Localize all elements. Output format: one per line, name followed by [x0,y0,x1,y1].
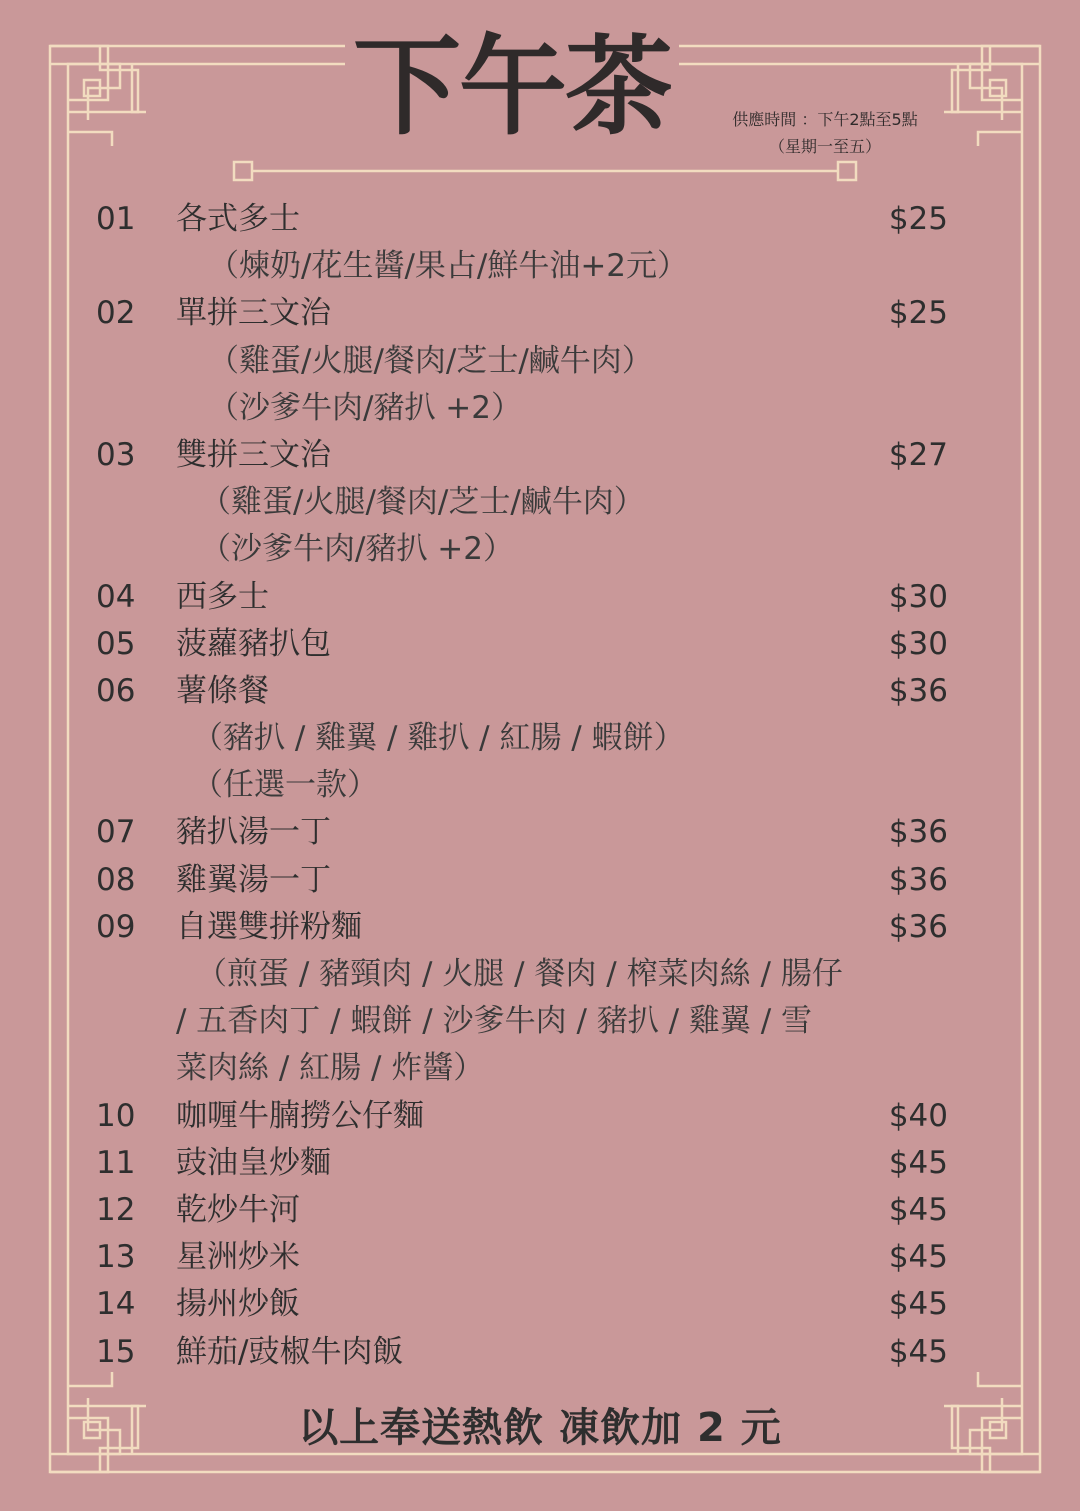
item-number: 06 [96,672,136,709]
menu-item [96,621,956,668]
item-options [96,951,956,998]
item-options-text: 菜肉絲 / 紅腸 / 炸醬） [176,1050,485,1087]
menu-item [96,1281,956,1328]
menu-item [96,196,956,243]
item-number: 03 [96,436,136,473]
menu-item [96,1329,956,1376]
item-price: $36 [888,672,948,709]
item-price: $27 [888,436,948,473]
item-name: 菠蘿豬扒包 [176,625,331,662]
drinks-note: 以上奉送熱飲 凍飲加 2 元 [298,1405,782,1451]
item-price: $45 [888,1191,948,1228]
item-name: 揚州炒飯 [176,1286,300,1323]
item-number: 02 [96,295,136,332]
menu-item [96,904,956,951]
item-number: 13 [96,1239,136,1276]
item-name: 豬扒湯一丁 [176,814,331,851]
item-name: 自選雙拼粉麵 [176,908,362,945]
item-name: 雙拼三文治 [176,436,331,473]
menu-item [96,1093,956,1140]
item-name: 豉油皇炒麵 [176,1144,331,1181]
item-options [96,385,956,432]
item-price: $30 [888,578,948,615]
service-hours [700,106,950,160]
item-name: 雞翼湯一丁 [176,861,331,898]
item-options [96,715,956,762]
item-price: $36 [888,908,948,945]
item-number: 12 [96,1191,136,1228]
menu-item [96,668,956,715]
item-options-text: / 五香肉丁 / 蝦餅 / 沙爹牛肉 / 豬扒 / 雞翼 / 雪 [176,1003,813,1040]
item-options-text: （沙爹牛肉/豬扒 +2） [208,389,522,426]
item-name: 各式多士 [176,201,300,237]
item-options [96,338,956,385]
menu-item [96,432,956,479]
menu-item [96,857,956,904]
item-number: 01 [96,201,136,237]
item-options [96,998,956,1045]
item-name: 薯條餐 [176,672,269,709]
item-price: $45 [888,1144,948,1181]
item-number: 07 [96,814,136,851]
item-number: 05 [96,625,136,662]
item-price: $45 [888,1239,948,1276]
item-name: 單拼三文治 [176,295,331,332]
item-price: $25 [888,295,948,332]
menu-list [96,196,956,1376]
item-name: 乾炒牛河 [176,1191,300,1228]
menu-item [96,809,956,856]
item-number: 15 [96,1333,136,1370]
item-name: 西多士 [176,578,269,615]
item-price: $25 [888,201,948,237]
item-options-text: （雞蛋/火腿/餐肉/芝士/鹹牛肉） [208,342,653,379]
item-price: $36 [888,814,948,851]
menu-title: 下午茶 [345,18,679,158]
item-price: $40 [888,1097,948,1134]
menu-item [96,574,956,621]
menu-item [96,1234,956,1281]
menu-item [96,1140,956,1187]
item-options-text: （煎蛋 / 豬頸肉 / 火腿 / 餐肉 / 榨菜肉絲 / 腸仔 [196,956,843,992]
item-options [96,243,956,290]
service-hours-time: 供應時間 ：下午2點至5點 [732,110,918,129]
item-number: 11 [96,1144,136,1181]
item-price: $45 [888,1286,948,1323]
item-options-text: （煉奶/花生醬/果占/鮮牛油+2元） [208,248,689,285]
item-name: 鮮茄/豉椒牛肉飯 [176,1333,404,1370]
item-name: 咖喱牛腩撈公仔麵 [176,1097,424,1134]
item-name: 星洲炒米 [176,1239,300,1276]
item-options-text: （沙爹牛肉/豬扒 +2） [200,531,514,568]
item-options-text: （任選一款） [192,767,378,804]
item-options [96,1045,956,1092]
item-number: 14 [96,1286,136,1323]
item-price: $36 [888,861,948,898]
service-hours-days: （星期一至五） [768,137,881,156]
item-number: 08 [96,861,136,898]
item-options [96,526,956,573]
item-number: 09 [96,908,136,945]
item-options-text: （雞蛋/火腿/餐肉/芝士/鹹牛肉） [200,484,645,521]
item-price: $45 [888,1333,948,1370]
item-options-text: （豬扒 / 雞翼 / 雞扒 / 紅腸 / 蝦餅） [192,720,685,757]
menu-item [96,1187,956,1234]
menu-item [96,290,956,337]
item-price: $30 [888,625,948,662]
item-options [96,762,956,809]
item-options [96,479,956,526]
item-number: 10 [96,1097,136,1134]
item-number: 04 [96,578,136,615]
